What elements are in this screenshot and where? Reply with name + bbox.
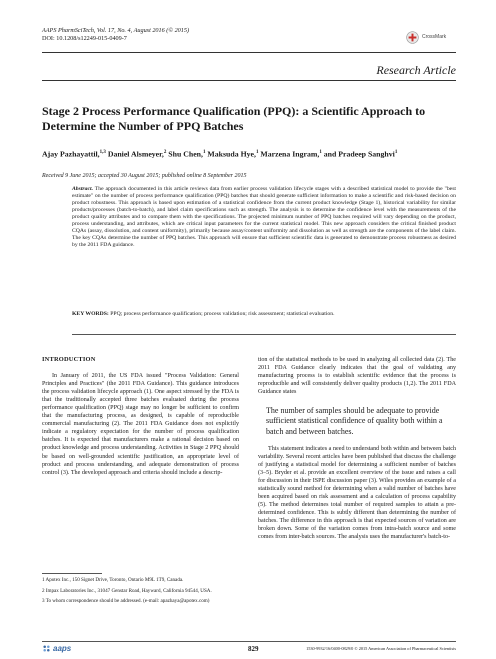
page-number: 829	[248, 645, 259, 653]
footnote: 2 Impax Laboratories Inc., 31047 Genstar Road, Hayward, California 94544, USA.	[42, 587, 212, 594]
aaps-logo-text: aaps	[53, 644, 72, 653]
author: and Pradeep Sanghvi	[323, 149, 395, 159]
keywords-text: PPQ; process performance qualification; process validation; risk assessment; statistical evaluation.	[110, 311, 335, 317]
intro-paragraph: In January of 2011, the US FDA issued "Process Validation: General Principles and Practices" (the 2011 FDA Guidance). This guidance introduces the process validation lifecycle approach (1). One aspect stressed by the FDA is that the traditionally accepted three batches evaluated during the process performance qualification (PPQ) stage may no longer be sufficient to confirm that the manufacturing process, as designed, is capable of reproducible commercial manufacturing (2). The 2011 FDA Guidance does not explicitly indicate a regulatory expectation for the number of process qualification batches. It is expected that manufacturers make a rational decision based on product knowledge and process understanding. Activities in Stage 2 PPQ should be based on well-grounded scientific justification, an appropriate level of product and process understanding, and adequate demonstration of process control (3). The developed approach and criteria should include a descrip-	[42, 373, 239, 476]
author: Maksuda Hye,	[207, 149, 256, 159]
guidance-quote: The number of samples should be adequate to provide sufficient statistical confidence of quality both within a batch and between batches.	[266, 406, 443, 436]
received-dates: Received 9 June 2015; accepted 30 August 2015; published online 8 September 2015	[42, 173, 247, 179]
copyright: 1530-9932/16/0400-0829/0 © 2015 American Association of Pharmaceutical Scientists	[306, 646, 456, 651]
title-rule	[42, 80, 456, 81]
author-affiliation: 1	[394, 150, 398, 155]
article-title: Stage 2 Process Performance Qualification (PPQ): a Scientific Approach to Determine the Number of PPQ Batches	[42, 104, 426, 133]
footnote: 3 To whom correspondence should be addressed. (e-mail: apazhaya@apotex.com)	[42, 598, 210, 604]
abstract-text: The approach documented in this article reviews data from earlier process validation lifecycle stages with a described statistical model to provide the "best estimate" on the number of process performance qualification (PPQ) batches that should generate sufficient information to make a scientific and risk-based decision on product robustness. This approach is based upon estimation of a statistical confidence from the current product knowledge (Stage 1), historical variability for similar products/processes (batch-to-batch), and label claim specifications such as strength. The analysis is to determine the confidence level with the measurements of the product quality attributes and to compare them with the specifications. The projected minimum number of PPQ batches required will vary depending on the product, process understanding, and attributes, which are critical input parameters for the current statistical model. This new approach considers the critical finished product CQAs (assay, dissolution, and content uniformity), primarily because assay/content uniformity and dissolution as well as strength are the components of the label claim. The key CQAs determine the number of PPQ batches. This approach will ensure that sufficient scientific data is generated to demonstrate process robustness as desired by the 2011 FDA guidance.	[72, 186, 456, 249]
aaps-logo-icon	[42, 644, 51, 653]
abstract	[72, 186, 456, 249]
author-affiliation: 1	[202, 150, 206, 155]
abstract-label: Abstract.	[72, 186, 94, 192]
author-affiliation: 1	[255, 150, 259, 155]
doi: DOI: 10.1208/s12249-015-0409-7	[42, 35, 127, 42]
author: Shu Chen,	[168, 149, 203, 159]
footnote-rule	[42, 573, 102, 574]
author-list	[42, 148, 456, 160]
right-paragraph-2: This statement indicates a need to understand both within and between batch variability. Several recent articles have been published that discuss the challenge of justifying a statistical model for determining a sufficient number of batches (3–5). Bryder et al. provide an excellent overview of the issue and raises a call for discussion in their ISPE discussion paper (3). Wiles provides an example of a statistically sound method for determining when a valid number of batches have been acquired based on risk assessment and a calculation of process capability (5). The method determines total number of required samples to attain a pre-determined confidence. This is subtly different than determining the number of batches. The difference in this approach is that expected sources of variation are broken down. Some of the variation comes from intra-batch source and some comes from inter-batch sources. The analysis uses the manufacturer's batch-to-	[258, 445, 456, 541]
author: Daniel Alsmeyer,	[107, 149, 164, 159]
keywords-label: KEY WORDS:	[72, 311, 109, 317]
author: Ajay Pazhayattil,	[42, 149, 100, 159]
author-affiliation: 1	[319, 150, 322, 155]
intro-heading: INTRODUCTION	[42, 356, 96, 363]
left-column	[42, 356, 239, 477]
crossmark-badge[interactable]	[406, 28, 456, 46]
keywords	[72, 311, 456, 318]
crossmark-label: CrossMark	[422, 34, 447, 40]
author: Marzena Ingram,	[260, 149, 320, 159]
crossmark-icon	[406, 31, 419, 44]
section-label: Research Article	[376, 63, 456, 77]
aaps-logo	[42, 644, 71, 653]
right-paragraph: tion of the statistical methods to be used in analyzing all collected data (2). The 2011 FDA Guidance clearly indicates that the goal of validating any manufacturing process is to establish scientific evidence that the process is reproducible and will consistently deliver quality products (1,2). The 2011 FDA Guidance states	[258, 357, 456, 396]
author-affiliation: 2	[163, 150, 167, 155]
right-column	[258, 356, 456, 541]
header-rule	[42, 52, 456, 53]
footnote: 1 Apotex Inc., 150 Signet Drive, Toronto, Ontario M9L 1T9, Canada.	[42, 577, 184, 583]
author-affiliation: 1,3	[99, 150, 106, 155]
footnotes	[42, 577, 242, 609]
footer-rule	[42, 641, 456, 642]
journal-citation: AAPS PharmSciTech, Vol. 17, No. 4, August 2016 (© 2015)	[42, 27, 190, 34]
keywords-rule	[72, 334, 456, 335]
